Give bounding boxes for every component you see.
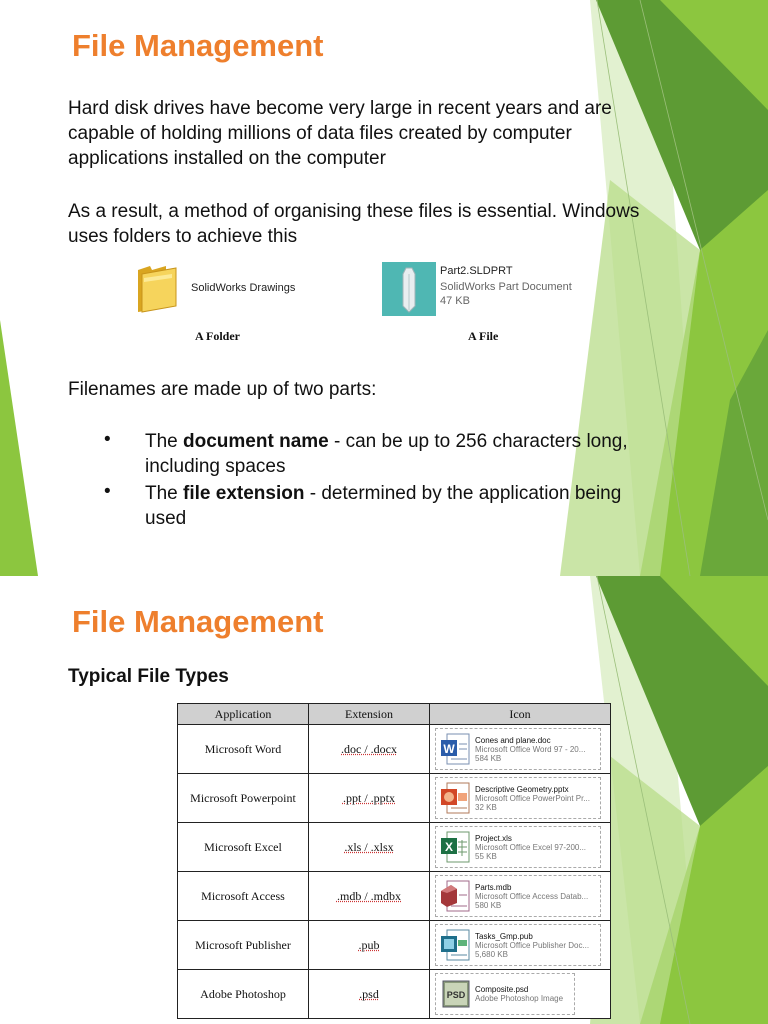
svg-text:PSD: PSD (446, 990, 466, 1000)
table-row (178, 970, 611, 1019)
extension-text: .psd (359, 986, 379, 1001)
bullet-prefix: The (145, 431, 184, 452)
header-application: Application (178, 704, 309, 725)
bullet-file-extension (145, 481, 665, 531)
file-preview (435, 826, 601, 868)
bullet-term: document name (183, 431, 329, 452)
extension-text: .xls / .xlsx (344, 839, 394, 854)
folder-caption: A Folder (195, 329, 240, 343)
extension-text: .mdb / .mdbx (336, 888, 401, 903)
slide-title: File Management (72, 604, 324, 639)
icon-cell (430, 970, 611, 1019)
file-size: 47 KB (440, 295, 470, 307)
preview-file-size: 580 KB (475, 900, 502, 910)
file-type: SolidWorks Part Document (440, 281, 572, 293)
preview-file-name: Parts.mdb (475, 882, 512, 892)
access-icon (439, 879, 471, 913)
svg-text:W: W (443, 742, 455, 756)
excel-icon (439, 830, 471, 864)
table-row (178, 823, 611, 872)
table-row (178, 725, 611, 774)
header-icon: Icon (430, 704, 611, 725)
app-cell: Microsoft Access (178, 872, 309, 921)
filenames-intro: Filenames are made up of two parts: (68, 379, 377, 400)
preview-file-desc: Microsoft Office Access Datab... (475, 891, 589, 901)
icon-cell (430, 725, 611, 774)
ext-cell (309, 921, 430, 970)
preview-file-desc: Microsoft Office PowerPoint Pr... (475, 793, 591, 803)
preview-file-desc: Microsoft Office Excel 97-200... (475, 842, 587, 852)
icon-cell (430, 921, 611, 970)
preview-file-name: Tasks_Gmp.pub (475, 931, 533, 941)
ext-cell (309, 872, 430, 921)
preview-file-name: Cones and plane.doc (475, 735, 551, 745)
extension-text: .ppt / .pptx (342, 790, 395, 805)
bullet-document-name (145, 429, 665, 479)
bullet-dot: • (104, 429, 111, 450)
extension-text: .pub (358, 937, 380, 952)
file-types-table (177, 703, 611, 1019)
file-preview (435, 924, 601, 966)
preview-file-name: Project.xls (475, 833, 512, 843)
bullet-prefix: The (145, 483, 184, 504)
icon-cell (430, 823, 611, 872)
file-preview (435, 973, 575, 1015)
ext-cell (309, 823, 430, 872)
bullet-description: - can be up to 256 characters long, including spaces (145, 431, 628, 477)
table-row (178, 921, 611, 970)
ext-cell (309, 774, 430, 823)
icon-cell (430, 872, 611, 921)
folder-name: SolidWorks Drawings (191, 282, 296, 294)
slide-title: File Management (72, 28, 324, 63)
file-caption: A File (468, 329, 499, 343)
folder-icon (136, 262, 180, 314)
bullet-term: file extension (183, 483, 305, 504)
table-row (178, 872, 611, 921)
preview-file-size: 55 KB (475, 851, 497, 861)
svg-text:X: X (444, 840, 454, 854)
app-cell: Microsoft Excel (178, 823, 309, 872)
ext-cell (309, 970, 430, 1019)
table-row (178, 774, 611, 823)
app-cell: Microsoft Word (178, 725, 309, 774)
file-name: Part2.SLDPRT (440, 265, 513, 277)
file-types-heading: Typical File Types (68, 666, 229, 687)
preview-file-size: 584 KB (475, 753, 502, 763)
file-preview (435, 875, 601, 917)
extension-text: .doc / .docx (341, 741, 397, 756)
word-icon (439, 732, 471, 766)
icon-cell (430, 774, 611, 823)
photoshop-icon (439, 977, 471, 1011)
app-cell: Microsoft Publisher (178, 921, 309, 970)
slide-2 (0, 576, 768, 1024)
preview-file-name: Composite.psd (475, 985, 529, 994)
app-cell: Adobe Photoshop (178, 970, 309, 1019)
bullet-description: - determined by the application being used (145, 483, 622, 529)
organising-paragraph: As a result, a method of organising these files is essential. Windows uses folders to achieve this (68, 201, 640, 247)
preview-file-desc: Microsoft Office Word 97 - 20... (475, 744, 586, 754)
preview-file-name: Descriptive Geometry.pptx (475, 784, 569, 794)
app-cell: Microsoft Powerpoint (178, 774, 309, 823)
publisher-icon (439, 928, 471, 962)
ext-cell (309, 725, 430, 774)
table-header-row (178, 704, 611, 725)
powerpoint-icon (439, 781, 471, 815)
preview-file-desc: Microsoft Office Publisher Doc... (475, 940, 590, 950)
file-preview (435, 728, 601, 770)
solidworks-part-icon (382, 262, 436, 316)
preview-file-size: 5,680 KB (475, 949, 508, 959)
preview-file-desc: Adobe Photoshop Image (475, 994, 564, 1003)
file-preview (435, 777, 601, 819)
bullet-dot: • (104, 481, 111, 502)
intro-paragraph: Hard disk drives have become very large in recent years and are capable of holding millions of data files created by computer applications installed on the computer (68, 98, 612, 169)
preview-file-size: 32 KB (475, 802, 497, 812)
header-extension: Extension (309, 704, 430, 725)
